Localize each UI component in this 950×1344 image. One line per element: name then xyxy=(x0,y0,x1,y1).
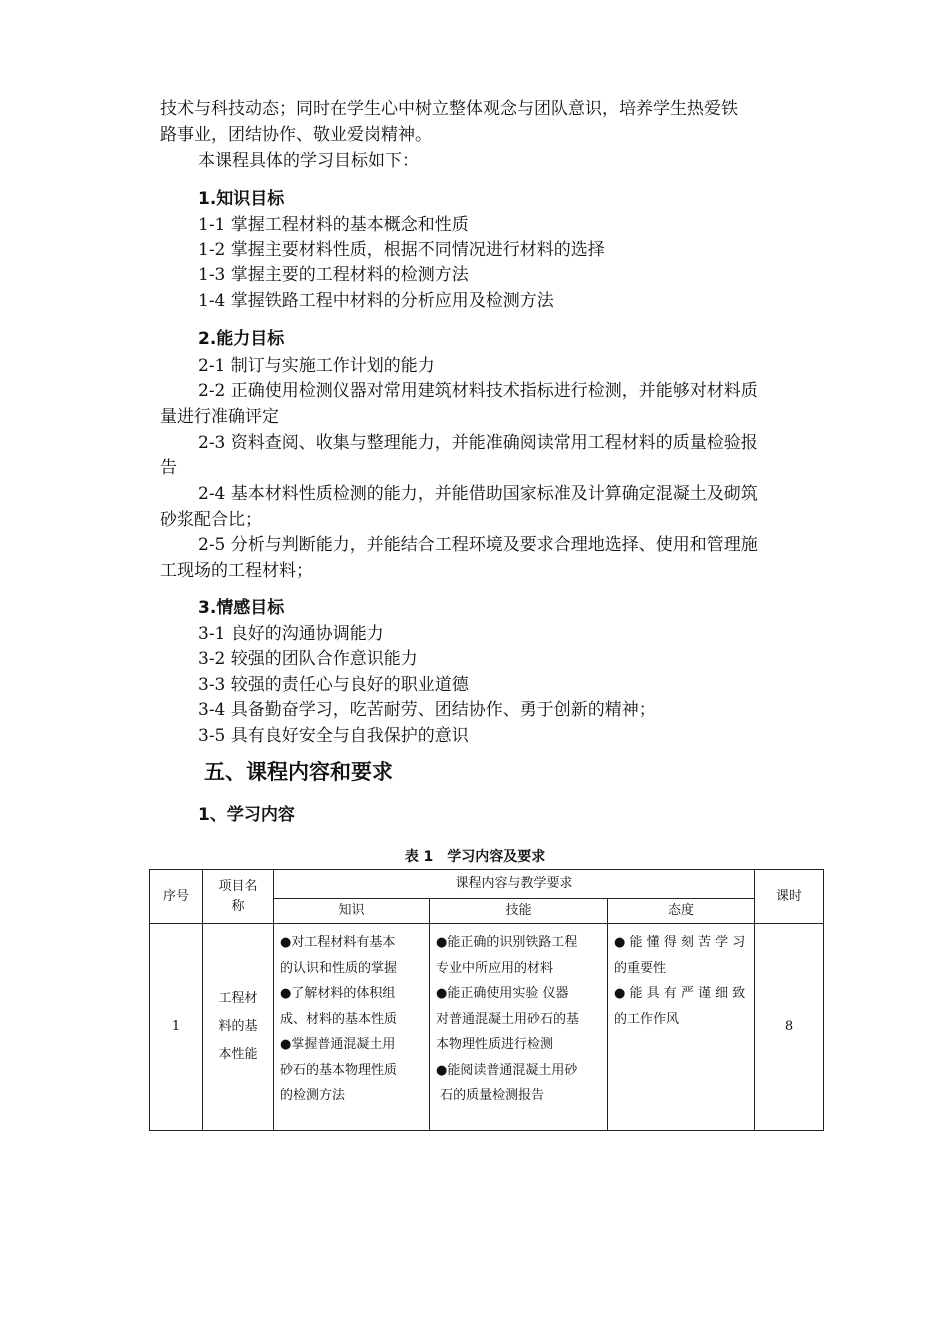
ability-line: 2-4 基本材料性质检测的能力，并能借助国家标准及计算确定混凝土及砌筑 xyxy=(198,484,758,504)
header-project xyxy=(203,870,274,924)
knowledge-cell-line: ●对工程材料有基本 xyxy=(280,935,396,950)
knowledge-cell-line: 的认识和性质的掌握 xyxy=(280,960,398,976)
row-knowledge xyxy=(274,924,430,1131)
header-project-line: 称 xyxy=(231,898,245,914)
paragraph-line: 本课程具体的学习目标如下： xyxy=(198,151,419,171)
knowledge-item: 1-4 掌握铁路工程中材料的分析应用及检测方法 xyxy=(198,291,554,311)
emotion-item: 3-1 良好的沟通协调能力 xyxy=(198,624,384,644)
knowledge-item: 1-3 掌握主要的工程材料的检测方法 xyxy=(198,265,469,285)
row-project-line: 本性能 xyxy=(218,1047,258,1062)
header-skill: 技能 xyxy=(430,899,608,924)
emotion-item: 3-3 较强的责任心与良好的职业道德 xyxy=(198,675,469,695)
header-attitude: 态度 xyxy=(608,899,755,924)
section-title: 五、课程内容和要求 xyxy=(204,760,393,784)
row-index: 1 xyxy=(150,924,203,1131)
header-hours: 课时 xyxy=(755,870,824,924)
attitude-cell-line: 的工作作风 xyxy=(614,1011,680,1027)
skill-cell-line: 本物理性质进行检测 xyxy=(436,1037,554,1052)
attitude-cell-line: 的重要性 xyxy=(614,960,667,976)
row-skill xyxy=(430,924,608,1131)
row-project-line: 料的基 xyxy=(218,1019,258,1034)
paragraph-line: 路事业，团结协作、敬业爱岗精神。 xyxy=(160,125,432,145)
table-row xyxy=(150,924,824,1131)
attitude-cell-line: ● 能 懂 得 刻 苦 学 习 xyxy=(614,935,746,950)
emotion-item: 3-5 具有良好安全与自我保护的意识 xyxy=(198,726,469,746)
ability-line: 2-2 正确使用检测仪器对常用建筑材料技术指标进行检测，并能够对材料质 xyxy=(198,381,758,401)
row-project-line: 工程材 xyxy=(218,991,258,1006)
skill-cell-line: 石的质量检测报告 xyxy=(436,1088,545,1103)
header-content: 课程内容与教学要求 xyxy=(274,870,755,899)
header-index: 序号 xyxy=(150,870,203,924)
knowledge-cell-line: ●了解材料的体积组 xyxy=(280,986,396,1001)
emotion-item: 3-2 较强的团队合作意识能力 xyxy=(198,649,418,669)
skill-cell-line: 专业中所应用的材料 xyxy=(436,960,554,976)
ability-line: 2-5 分析与判断能力，并能结合工程环境及要求合理地选择、使用和管理施 xyxy=(198,535,758,555)
row-project xyxy=(203,924,274,1131)
knowledge-cell-line: 砂石的基本物理性质 xyxy=(280,1062,398,1078)
skill-cell-line: 对普通混凝土用砂石的基 xyxy=(436,1011,580,1027)
emotion-item: 3-4 具备勤奋学习，吃苦耐劳、团结协作、勇于创新的精神； xyxy=(198,700,656,720)
row-hours: 8 xyxy=(755,924,824,1131)
knowledge-item: 1-1 掌握工程材料的基本概念和性质 xyxy=(198,215,469,235)
emotion-heading: 3.情感目标 xyxy=(198,598,285,618)
attitude-cell-line: ● 能 具 有 严 谨 细 致 xyxy=(614,986,746,1001)
knowledge-cell-line: ●掌握普通混凝土用 xyxy=(280,1037,396,1052)
table-caption: 表 1 学习内容及要求 xyxy=(404,849,546,865)
ability-line: 量进行准确评定 xyxy=(160,407,279,427)
ability-line: 2-3 资料查阅、收集与整理能力，并能准确阅读常用工程材料的质量检验报 xyxy=(198,433,758,453)
knowledge-heading: 1.知识目标 xyxy=(198,189,285,209)
row-attitude xyxy=(608,924,755,1131)
ability-line: 工现场的工程材料； xyxy=(160,561,313,581)
knowledge-cell-line: 成、材料的基本性质 xyxy=(280,1011,398,1027)
knowledge-item: 1-2 掌握主要材料性质，根据不同情况进行材料的选择 xyxy=(198,240,605,260)
skill-cell-line: ●能阅读普通混凝土用砂 xyxy=(436,1062,578,1078)
section-subtitle: 1、学习内容 xyxy=(198,805,295,825)
header-project-line: 项目名 xyxy=(218,878,258,894)
paragraph-line: 技术与科技动态；同时在学生心中树立整体观念与团队意识，培养学生热爱铁 xyxy=(160,99,738,119)
table-header-row xyxy=(150,870,824,899)
knowledge-cell-line: 的检测方法 xyxy=(280,1088,346,1103)
skill-cell-line: ●能正确的识别铁路工程 xyxy=(436,935,578,950)
ability-heading: 2.能力目标 xyxy=(198,329,285,349)
ability-line: 砂浆配合比； xyxy=(160,510,262,530)
header-knowledge: 知识 xyxy=(274,899,430,924)
ability-line: 告 xyxy=(160,458,177,478)
content-table xyxy=(149,869,824,1131)
ability-line: 2-1 制订与实施工作计划的能力 xyxy=(198,356,435,376)
skill-cell-line: ●能正确使用实验 仪器 xyxy=(436,986,569,1001)
